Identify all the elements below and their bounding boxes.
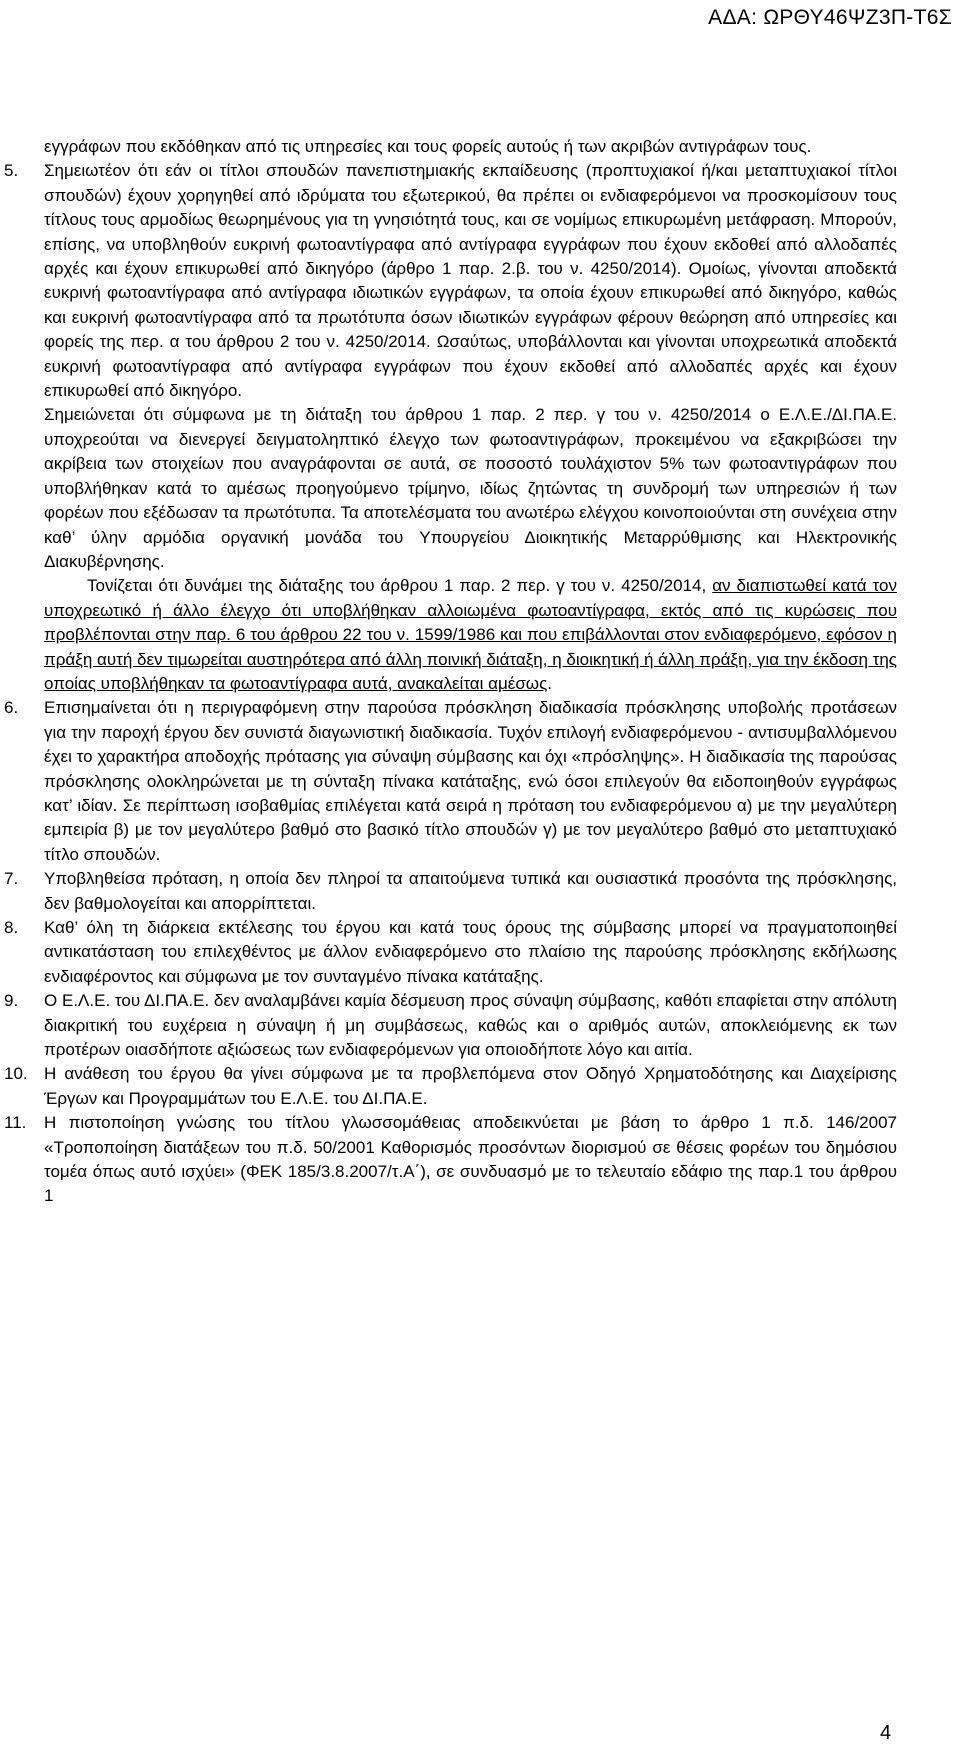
document-body — [4, 135, 897, 1209]
item-number: 8. — [4, 918, 19, 937]
item-number: 9. — [4, 991, 19, 1011]
item-number: 7. — [4, 869, 19, 889]
list-item-6 — [4, 696, 897, 867]
list-item-7 — [4, 867, 897, 916]
list-item-10 — [4, 1062, 897, 1111]
item-8-text: Καθ’ όλη τη διάρκεια εκτέλεσης του έργου και κατά τους όρους της σύμβασης μπορεί να πραγματοποιηθεί αντικατάσταση του επιλεχθέντος με άλλον ενδιαφερόμενο στο πλαίσιο της παρούσης πρόσκλησης εκδήλωσης ενδιαφέροντος και σύμφωνα με τον συνταγμένο πίνακα κατάταξης. — [44, 918, 897, 986]
item-10-text: Η ανάθεση του έργου θα γίνει σύμφωνα με τα προβλεπόμενα στον Οδηγό Χρηματοδότησης και Διαχείρισης Έργων και Προγραμμάτων του Ε.Λ.Ε. του ΔΙ.ΠΑ.Ε. — [44, 1064, 897, 1108]
list-item-5 — [4, 159, 897, 696]
item-11-text: Η πιστοποίηση γνώσης του τίτλου γλωσσομάθειας αποδεικνύεται με βάση το άρθρο 1 π.δ. 146/2007 «Τροποποίηση διατάξεων του π.δ. 50/2001 Καθορισμός προσόντων διορισμού σε θέσεις φορέων του δημόσιου τομέα όπως αυτό ισχύει» (ΦΕΚ 185/3.8.2007/τ.Α΄), σε συνδυασμό με το τελευταίο εδάφιο της παρ.1 του άρθρου 1 — [44, 1113, 897, 1206]
item-5-p3-plain: Τονίζεται ότι δυνάμει της διάταξης του άρθρου 1 παρ. 2 περ. γ του ν. 4250/2014, — [87, 576, 713, 596]
list-item-9 — [4, 989, 897, 1062]
item-6-text: Επισημαίνεται ότι η περιγραφόμενη στην παρούσα πρόσκληση διαδικασία πρόσκλησης υποβολής προτάσεων για την παροχή έργου δεν συνιστά διαγωνιστική διαδικασία. Τυχόν επιλογή ενδιαφερόμενου - αντισυμβαλλόμενου έχει το χαρακτήρα αποδοχής πρότασης για σύναψη σύμβασης και όχι «πρόσληψης». Η διαδικασία της παρούσας πρόσκλησης ολοκληρώνεται με τη σύνταξη πίνακα κατάταξης, ενώ όσοι επιλεγούν θα ειδοποιηθούν εγγράφως κατ’ ιδίαν. Σε περίπτωση ισοβαθμίας επιλέγεται κατά σειρά η πρόταση του ενδιαφερόμενου α) με την μεγαλύτερη εμπειρία β) με τον μεγαλύτερο βαθμό στο βασικό τίτλο σπουδών γ) με τον μεγαλύτερο βαθμό στο μεταπτυχιακό τίτλο σπουδών. — [44, 698, 897, 864]
list-item-8 — [4, 916, 897, 989]
item-number: 11. — [4, 1113, 27, 1133]
item-5-p3-underlined: αν διαπιστωθεί κατά τον υποχρεωτικό ή άλλο έλεγχο ότι υποβλήθηκαν αλλοιωμένα φωτοαντίγραφα, εκτός από τις κυρώσεις που προβλέπονται στην παρ. 6 του άρθρου 22 του ν. 1599/1986 και που επιβάλλονται στον ενδιαφερόμενο, εφόσον η πράξη αυτή δεν τιμωρείται αυστηρότερα από άλλη ποινική διάταξη, η διοικητική ή άλλη πράξη, για την έκδοση της οποίας υποβλήθηκαν τα φωτοαντίγραφα αυτά, ανακαλείται αμέσως — [44, 576, 897, 693]
list-item-11 — [4, 1111, 897, 1209]
item-9-text: Ο Ε.Λ.Ε. του ΔΙ.ΠΑ.Ε. δεν αναλαμβάνει καμία δέσμευση προς σύναψη σύμβασης, καθότι επαφίεται στην απόλυτη διακριτική του ευχέρεια η σύναψη ή μη συμβάσεως, καθώς και ο αριθμός αυτών, αποκλειόμενης εκ των προτέρων οιασδήποτε αξιώσεως των ενδιαφερόμενων για οποιοδήποτε λόγο και αιτία. — [44, 991, 897, 1060]
item-number: 5. — [4, 161, 19, 181]
item-5-paragraph-1: Σημειωτέον ότι εάν οι τίτλοι σπουδών πανεπιστημιακής εκπαίδευσης (προπτυχιακοί ή/και μεταπτυχιακοί τίτλοι σπουδών) έχουν χορηγηθεί από ιδρύματα του εξωτερικού, θα πρέπει οι ενδιαφερόμενοι να προσκομίσουν τους τίτλους τους αρμοδίως θεωρημένους για τη γνησιότητά τους, και σε νομίμως επικυρωμένη μετάφραση. Μπορούν, επίσης, να υποβληθούν ευκρινή φωτοαντίγραφα από αντίγραφα εγγράφων που έχουν εκδοθεί από αλλοδαπές αρχές και έχουν επικυρωθεί από δικηγόρο (άρθρο 1 παρ. 2.β. του ν. 4250/2014). Ομοίως, γίνονται αποδεκτά ευκρινή φωτοαντίγραφα από αντίγραφα ιδιωτικών εγγράφων, τα οποία έχουν επικυρωθεί από δικηγόρο, καθώς και ευκρινή φωτοαντίγραφα από τα πρωτότυπα όσων ιδιωτικών εγγράφων φέρουν θεώρηση από υπηρεσίες και φορείς της περ. α του άρθρου 2 του ν. 4250/2014. Ωσαύτως, υποβάλλονται και γίνονται υποχρεωτικά αποδεκτά ευκρινή φωτοαντίγραφα από αντίγραφα εγγράφων που έχουν εκδοθεί από αλλοδαπές αρχές και έχουν επικυρωθεί από δικηγόρο. — [44, 161, 897, 401]
page-number: 4 — [880, 1722, 892, 1744]
item-number: 6. — [4, 698, 19, 718]
item-7-text: Υποβληθείσα πρόταση, η οποία δεν πληροί τα απαιτούμενα τυπικά και ουσιαστικά προσόντα της πρόσκλησης, δεν βαθμολογείται και απορρίπτεται. — [44, 869, 897, 913]
item-5-paragraph-2: Σημειώνεται ότι σύμφωνα με τη διάταξη του άρθρου 1 παρ. 2 περ. γ του ν. 4250/2014 ο Ε.Λ.Ε./ΔΙ.ΠΑ.Ε. υποχρεούται να διενεργεί δειγματοληπτικό έλεγχο των φωτοαντιγράφων, προκειμένου να εξακριβώσει την ακρίβεια των στοιχείων που αναγράφονται σε αυτά, σε ποσοστό τουλάχιστον 5% των φωτοαντιγράφων που υποβλήθηκαν κατά το αμέσως προηγούμενο τρίμηνο, ιδίως ζητώντας τη συνδρομή των υπηρεσιών ή των φορέων που εξέδωσαν τα πρωτότυπα. Τα αποτελέσματα του ανωτέρω ελέγχου κοινοποιούνται στη συνέχεια στην καθ’ ύλην αρμόδια οργανική μονάδα του Υπουργείου Διοικητικής Μεταρρύθμισης και Ηλεκτρονικής Διακυβέρνησης. — [44, 405, 897, 571]
item-5-p3-end: . — [547, 673, 553, 693]
item-number: 10. — [4, 1064, 28, 1084]
item-5-paragraph-3 — [44, 574, 897, 696]
ada-code: ΑΔΑ: ΩΡΘΥ46ΨΖ3Π-Τ6Σ — [708, 6, 952, 29]
intro-paragraph: εγγράφων που εκδόθηκαν από τις υπηρεσίες και τους φορείς αυτούς ή των ακριβών αντιγράφων τους. — [44, 137, 812, 156]
